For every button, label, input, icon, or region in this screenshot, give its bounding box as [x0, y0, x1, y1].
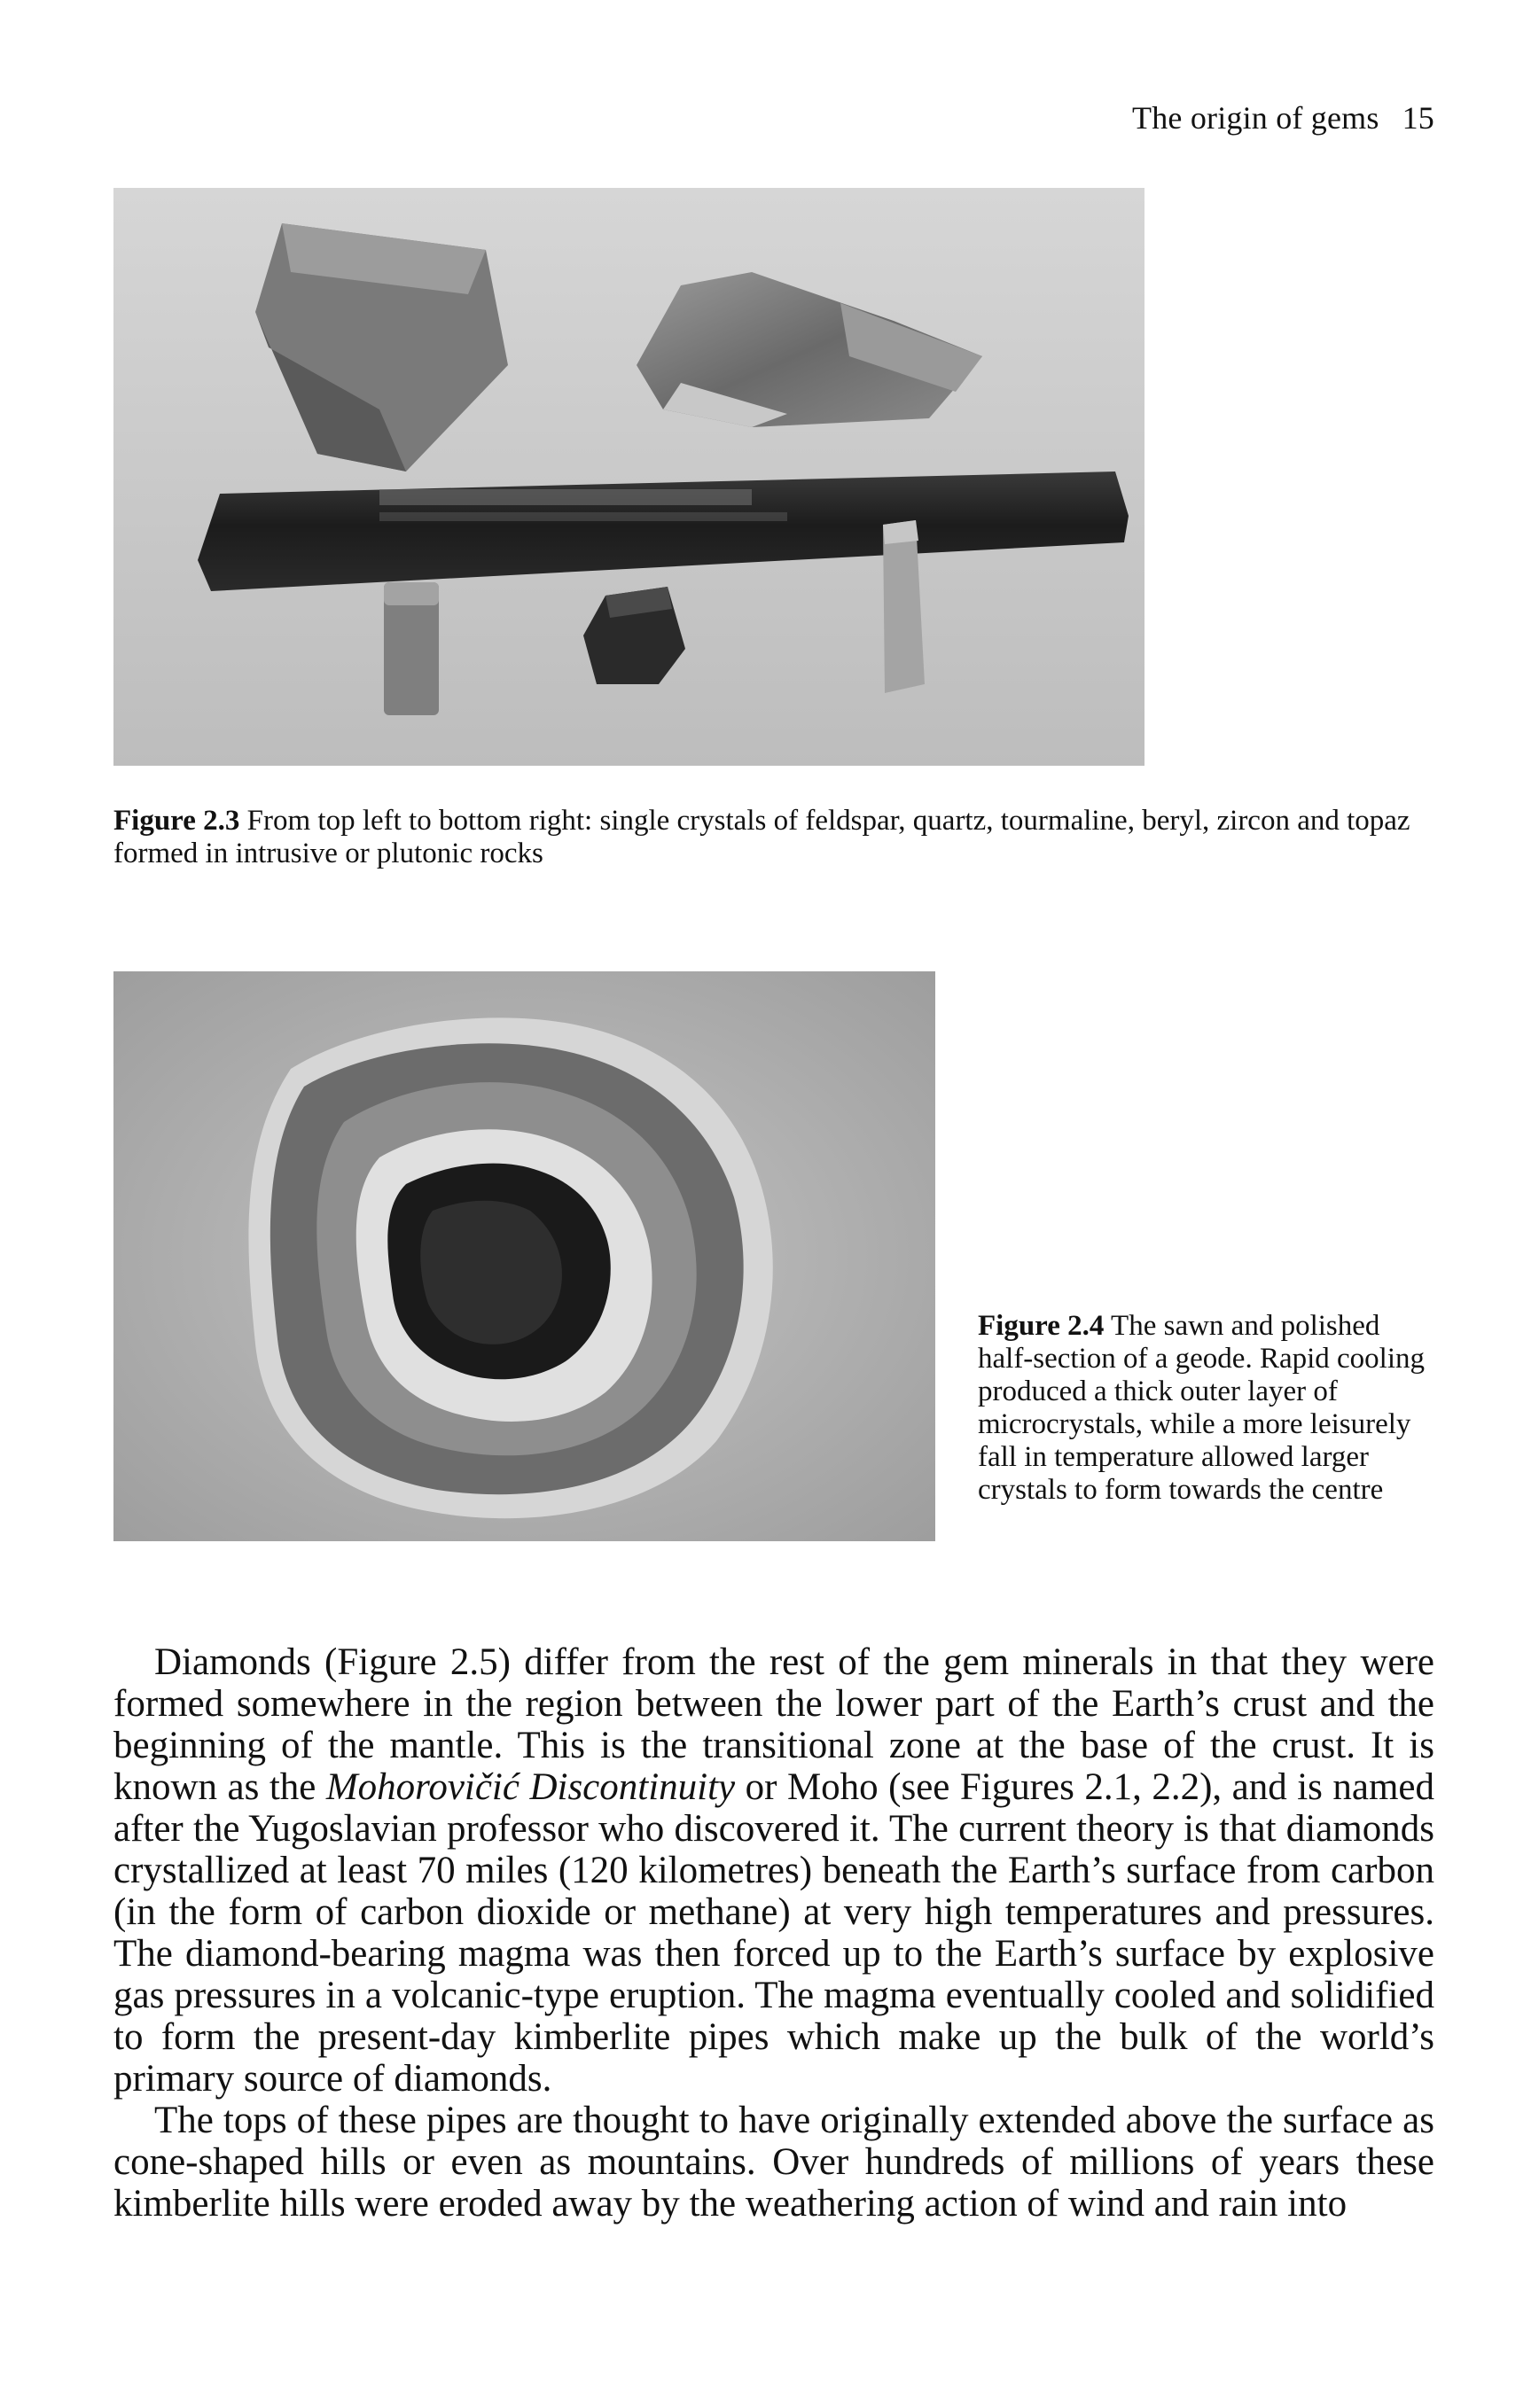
figure-2-3-caption-text: From top left to bottom right: single crystals of feldspar, quartz, tourmaline, beryl, zircon and topaz formed in intrusive or plutonic rocks — [113, 805, 1410, 869]
mohorovicic-term: Mohorovičić Discontinuity — [325, 1766, 736, 1808]
running-title: The origin of gems — [1132, 100, 1379, 136]
paragraph-1 — [113, 1641, 1434, 2100]
figure-2-4-photo — [113, 971, 935, 1541]
geode — [248, 1017, 772, 1518]
body-text — [113, 1641, 1434, 2225]
figure-2-3-label: Figure 2.3 — [113, 805, 240, 837]
paragraph-2: The tops of these pipes are thought to have originally extended above the surface as cone-shaped hills or even as mountains. Over hundreds of millions of years these kimberlite hills were eroded away by the weathering action of wind and rain into — [113, 2100, 1434, 2225]
figure-2-4-caption-text: The sawn and polished half-section of a geode. Rapid cooling produced a thick outer layer of microcrystals, while a more leisurely fall in temperature allowed larger crystals to form towards the centre — [978, 1310, 1426, 1506]
page-number: 15 — [1402, 100, 1434, 136]
paragraph-1-part-a: Diamonds (Figure 2.5) differ from the rest of the gem minerals in that they were formed somewhere in the region between the lower part of the Earth’s crust and the beginning of the mantle. This is the transitional zone at the base of the crust. It is known as the — [113, 1641, 1434, 1808]
figure-2-4-caption — [978, 1310, 1439, 1507]
figure-2-4-label: Figure 2.4 — [978, 1310, 1105, 1342]
figure-2-3-caption — [113, 805, 1426, 870]
paragraph-1-part-b: or Moho (see Figures 2.1, 2.2), and is named after the Yugoslavian professor who discovered it. The current theory is that diamonds crystallized at least 70 miles (120 kilometres) beneath the Earth’s surface from carbon (in the form of carbon dioxide or methane) at very high temperatures and pressures. The diamond-bearing magma was then forced up to the Earth’s surface by explosive gas pressures in a volcanic-type eruption. The magma eventually cooled and solidified to form the present-day kimberlite pipes which make up the bulk of the world’s primary source of diamonds. — [113, 1766, 1434, 2100]
figure-2-3-photo — [113, 188, 1144, 766]
running-header — [1132, 99, 1434, 136]
beryl-crystal — [384, 582, 439, 715]
